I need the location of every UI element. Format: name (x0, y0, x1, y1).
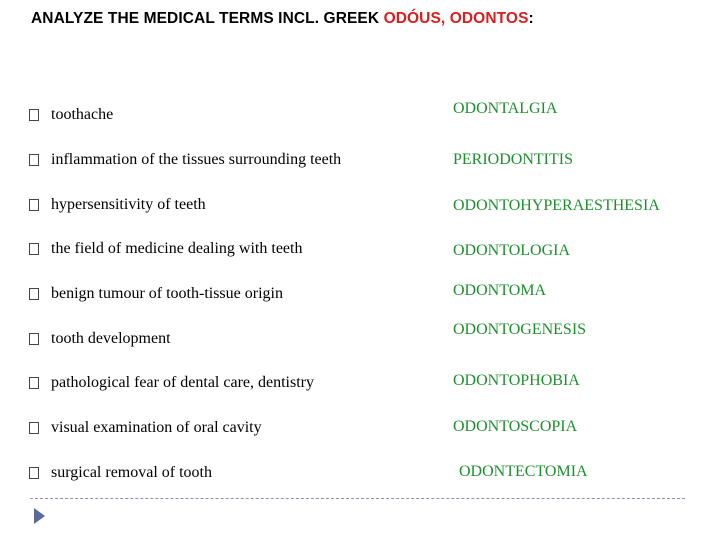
medical-term: PERIODONTITIS (453, 151, 573, 168)
list-item (0, 240, 720, 268)
square-bullet-icon (29, 199, 39, 211)
term-description: hypersensitivity of teeth (51, 196, 206, 213)
medical-term: ODONTOGENESIS (453, 321, 587, 338)
square-bullet-icon (29, 377, 39, 389)
medical-term: ODONTOSCOPIA (453, 418, 578, 435)
square-bullet-icon (29, 288, 39, 300)
list-item (0, 196, 720, 224)
term-description: benign tumour of tooth-tissue origin (51, 285, 283, 302)
footer-divider (30, 498, 685, 499)
square-bullet-icon (29, 422, 39, 434)
list-item (0, 374, 720, 402)
page-title (31, 10, 534, 28)
medical-term: ODONTOLOGIA (453, 242, 571, 259)
term-description: surgical removal of tooth (51, 464, 212, 481)
medical-term: ODONTOPHOBIA (453, 372, 580, 389)
square-bullet-icon (29, 467, 39, 479)
term-description: visual examination of oral cavity (51, 419, 262, 436)
square-bullet-icon (29, 243, 39, 255)
list-item (0, 321, 720, 358)
title-prefix: ANALYZE THE MEDICAL TERMS INCL. GREEK (31, 10, 384, 27)
square-bullet-icon (29, 333, 39, 345)
list-item (0, 419, 720, 447)
title-suffix: : (528, 10, 534, 27)
play-arrow-icon[interactable] (34, 508, 45, 524)
title-greek-word: ODÓUS, ODONTOS (383, 10, 529, 27)
medical-term: ODONTOHYPERAESTHESIA (453, 197, 660, 214)
term-description: pathological fear of dental care, dentistry (51, 374, 314, 391)
square-bullet-icon (29, 109, 39, 121)
medical-term: ODONTOMA (453, 282, 547, 299)
list-item (0, 151, 720, 179)
term-description: tooth development (51, 330, 171, 347)
square-bullet-icon (29, 154, 39, 166)
medical-term: ODONTALGIA (453, 100, 558, 117)
term-description: inflammation of the tissues surrounding teeth (51, 151, 342, 168)
list-item (0, 100, 720, 134)
medical-term: ODONTECTOMIA (459, 463, 588, 480)
list-item (0, 464, 720, 492)
term-description: the field of medicine dealing with teeth (51, 240, 303, 257)
list-item (0, 282, 720, 313)
term-description: toothache (51, 106, 114, 123)
